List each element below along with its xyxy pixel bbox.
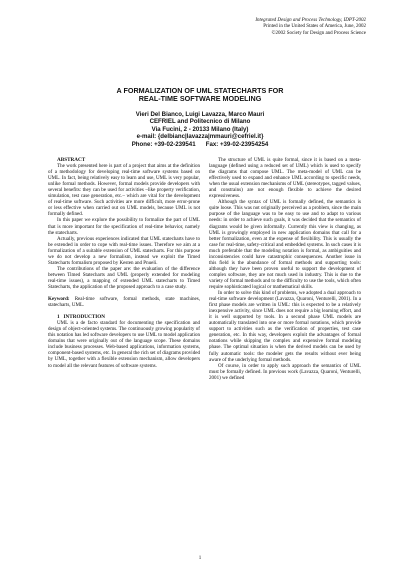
abstract-paragraph: Actually, previous experiences indicated that UML statecharts have to be extended in order to cope with real-time issues. Therefore we aim at a formalization of a suitable extension of UML statecharts. For this purpose we do not develop a new formalism, instead we exploit the Timed Statecharts formalism proposed by Kesten and Pnueli. [48, 235, 200, 266]
right-column [209, 157, 361, 381]
abstract-paragraph: The work presented here is part of a project that aims at the definition of a methodology for developing real-time software systems based on UML. In fact, being relatively easy to learn and use, UML is very popular, unlike formal methods. However, formal models provide developers with several benefits: they can be used for activities –like property verification, simulation, test case generation, etc.– which are vital for the development of real-time software. Such activities are more difficult, more error-prone or less effective when carried out on UML models, because UML is not formally defined. [48, 163, 200, 218]
author-phone-fax: Phone: +39-02-239541 Fax: +39-02-23954254 [131, 140, 269, 148]
author-block [40, 111, 360, 148]
journal-header [126, 18, 366, 37]
keywords-label: Keyword: [48, 296, 70, 303]
abstract-heading: ABSTRACT [57, 157, 86, 163]
author-email: e-mail: {delbianc|lavazza|mmauri@cefriel.it} [136, 133, 264, 141]
introduction-heading: 1 INTRODUCTION [57, 314, 105, 321]
title-line-2: REAL-TIME SOFTWARE MODELING [138, 94, 262, 104]
page-number: 1 [198, 556, 202, 561]
author-names: Vieri Del Bianco, Luigi Lavazza, Marco Mauri [135, 111, 265, 118]
introduction-paragraph: UML is a de facto standard for documenting the specification and design of object-oriented systems. The continuously growing popularity of this notation has led software developers to use UML to model application domains that were originally out of the language scope. These domains include business processes. Web-based applications, information systems, component-based systems, etc. In general the rich set of diagrams provided by UML, together with a flexible extension mechanism, allow developers to model all the relevant features of software systems. [48, 320, 200, 369]
body-paragraph: In order to solve this kind of problems, we adopted a dual approach to real-time software development (Lavazza, Quaroni, Venturelli, 2001). In a first phase models are written in UML: this is expected to be a relatively inexpensive activity, since UML does not require a big learning effort, and it is well supported by tools. In a second phase UML models are automatically translated into one or more formal notations, which provide support to activities such as the verification of properties, test case generation, etc. In this way, developers exploit the advantages of formal notations while skipping the complex and expensive formal modeling phase. The optimal situation is when the derived models can be used by fully automatic tools: the modeler gets the results without ever being aware of the underlying formal methods. [209, 290, 361, 363]
left-column [48, 157, 200, 369]
author-address: Via Fucini, 2 - 20133 Milano (Italy) [151, 125, 249, 133]
keywords-text: Real-time software, formal methods, state machines, statecharts, UML. [48, 296, 201, 309]
body-paragraph: The structure of UML is quite formal, since it is based on a meta-language (defined using a reduced set of UML) which is used to specify the diagrams that compose UML. The meta-model of UML can be effectively used to expand and enhance UML according to specific needs, when the usual extension mechanisms of UML (stereotypes, tagged values, and constrains) are not enough flexible to achieve the desired expressiveness. [209, 157, 361, 200]
printed-line: Printed in the United States of America, June, 2002 [263, 24, 366, 30]
author-organization: CEFRIEL and Politecnico di Milano [149, 118, 251, 126]
keywords [48, 296, 200, 308]
body-paragraph: Of course, in order to apply such approach the semantics of UML must be formally defined. In previous work (Lavazza, Quaroni, Venturelli, 2001) we defined [209, 362, 361, 381]
copyright-line: ©2002 Society for Design and Process Science [271, 30, 366, 36]
title-line-1: A FORMALIZATION OF UML STATECHARTS FOR [116, 86, 284, 95]
paper-title [40, 87, 360, 104]
abstract-paragraph: In this paper we explore the possibility to formalize the part of UML that is more important for the specification of real-time behavior, namely the statecharts. [48, 217, 200, 236]
abstract-paragraph: The contributions of the paper are: the evaluation of the difference between Timed Statecharts and UML (properly extended for modeling real-time issues), a mapping of extended UML statecharts to Timed Statecharts, the application of the proposed approach to a case study. [48, 265, 200, 290]
body-paragraph: Although the syntax of UML is formally defined, the semantics is quite loose. This was not originally perceived as a problem, since the main purpose of the language was to be easy to use and to adapt to various needs: in order to achieve such goals, it was decided that the semantics of diagrams would be given informally. Currently this view is changing, as UML is growingly employed in new application domains that call for a better formalization, even at the expense of flexibility. This is usually the case for real-time, safety-critical and embedded systems. In such cases it is much preferable that the modeling notation is formal, as ambiguities and inconsistencies could have catastrophic consequences. Another issue in this field is the abundance of formal methods and supporting tools: although they have been proven useful to support the development of complex software, they are not much used in industry. This is due to the variety of formal methods and to the difficulty to use the tools, which often require sophisticated logical or mathematical skills. [209, 199, 361, 290]
journal-name: Integrated Design and Process Technology, IDPT-2002 [255, 18, 366, 23]
